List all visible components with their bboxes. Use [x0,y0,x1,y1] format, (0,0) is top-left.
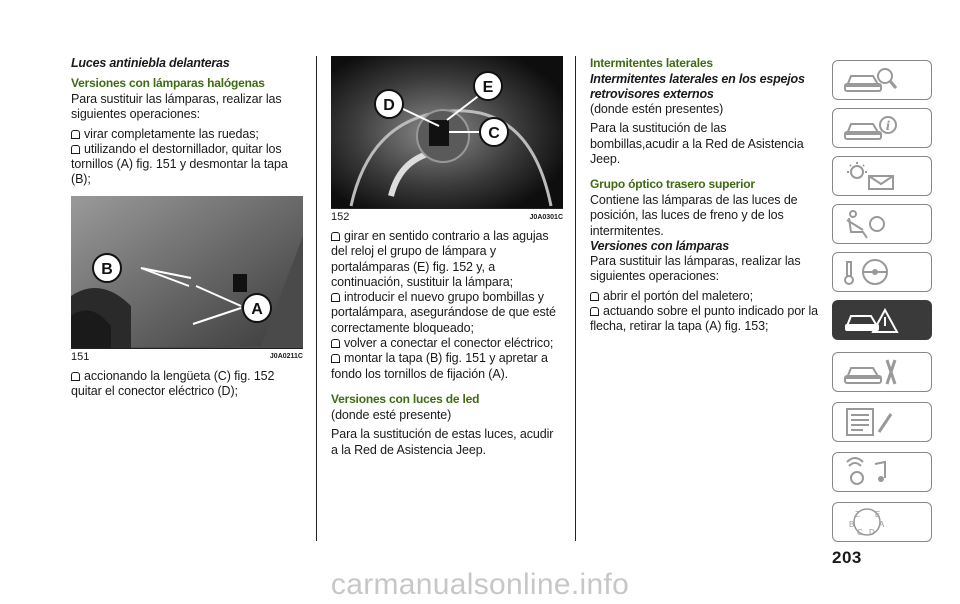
label-d: D [383,97,395,114]
watermark: carmanualsonline.info [330,568,630,601]
subtitle-led: Versiones con luces de led [331,391,480,406]
list-item: actuando sobre el punto indicado por la flecha, retirar la tapa (A) fig. 153; [590,303,819,334]
figure-number: 152 [331,211,350,223]
figure-151 [71,196,303,348]
bullet-icon [331,339,340,348]
tab-seat-airbag[interactable] [832,204,932,244]
specs-list-icon [841,406,901,438]
car-search-icon [841,64,901,96]
seat-airbag-icon [841,208,901,240]
tab-warning-lights[interactable] [832,156,932,196]
index-letters-icon [841,506,901,538]
subtitle-side-indicators: Intermitentes laterales [590,56,713,70]
italic-title-mirrors: Intermitentes laterales en los espejos retrovisores externos [590,72,805,101]
car-info-icon [841,112,901,144]
multimedia-icon [841,456,901,488]
italic-title-lamps: Versiones con lámparas [590,239,729,254]
tab-specs-list[interactable] [832,402,932,442]
tab-car-breakdown[interactable] [832,300,932,340]
list-item: montar la tapa (B) fig. 151 y apretar a fondo los tornillos de fijación (A). [331,351,548,381]
note-text: (donde esté presente) [331,407,452,422]
bullet-icon [331,232,340,241]
list-item: virar completamente las ruedas; [71,127,303,142]
list-item: volver a conectar el conector eléctrico; [331,336,563,351]
car-service-icon [841,356,901,388]
bullet-icon [590,292,599,301]
list-item: accionando la lengüeta (C) fig. 152 quitar el conector eléctrico (D); [71,368,275,399]
bullet-icon [71,130,80,139]
label-a: A [251,300,263,318]
figure-caption [71,348,303,363]
tab-car-service[interactable] [832,352,932,392]
figure-code: J0A0211C [269,353,303,361]
label-b: B [101,260,113,278]
label-c: C [488,125,500,142]
tab-car-info[interactable] [832,108,932,148]
figure-152 [331,56,563,208]
bullet-icon [331,354,340,363]
subtitle-halogen: Versiones con lámparas halógenas [71,76,265,90]
intro-text: Para sustituir las lámparas, realizar las siguientes operaciones: [71,92,282,122]
figure-151-illustration [71,196,303,348]
svg-text:E: E [875,510,881,519]
tab-steering-wheel[interactable] [832,252,932,292]
column-2 [331,56,563,462]
column-divider [316,56,317,541]
page-number: 203 [832,548,862,567]
svg-text:C: C [857,528,863,537]
svg-text:B: B [849,520,855,529]
bullet-icon [71,372,80,381]
note-text: (donde estén presentes) [590,102,724,116]
tab-index[interactable] [832,502,932,542]
bullet-icon [71,145,80,154]
svg-text:i: i [885,119,891,133]
section-title: Luces antiniebla delanteras [71,56,230,70]
list-item: introducir el nuevo grupo bombillas y portalámpara, asegurándose de que esté correctamente bloqueado; [331,290,556,335]
subtitle-rear-upper: Grupo óptico trasero superior [590,177,755,192]
list-item: abrir el portón del maletero; [590,289,818,304]
column-3 [590,56,818,335]
warning-lights-icon [841,160,901,192]
tab-multimedia[interactable] [832,452,932,492]
figure-number: 151 [71,350,90,363]
label-e: E [482,79,494,96]
bullet-icon [590,307,599,316]
column-1 [71,56,303,399]
svg-text:D: D [869,528,875,537]
figure-152-illustration [331,56,563,208]
svg-text:A: A [879,520,885,529]
figure-code: J0A0301C [529,213,563,221]
list-item: utilizando el destornillador, quitar los tornillos (A) fig. 151 y desmontar la tapa (B); [71,141,288,187]
steering-wheel-icon [841,256,901,288]
tab-car-search[interactable] [832,60,932,100]
intro-text: Para sustituir las lámparas, realizar las siguientes operaciones: [590,254,801,284]
mirror-text: Para la sustitución de las bombillas,acudir a la Red de Asistencia Jeep. [590,121,804,166]
rear-text: Contiene las lámparas de las luces de posición, las luces de freno y de los intermitentes. [590,193,798,238]
bullet-icon [331,293,340,302]
figure-caption [331,208,563,223]
list-item: girar en sentido contrario a las agujas del reloj el grupo de lámpara y portalámparas (E) fig. 152 y, a continuación, sustituir la lámpara; [331,229,549,289]
led-text: Para la sustitución de estas luces, acudir a la Red de Asistencia Jeep. [331,427,554,457]
column-divider [575,56,576,541]
car-breakdown-icon [841,304,901,336]
svg-text:Z: Z [855,510,860,519]
